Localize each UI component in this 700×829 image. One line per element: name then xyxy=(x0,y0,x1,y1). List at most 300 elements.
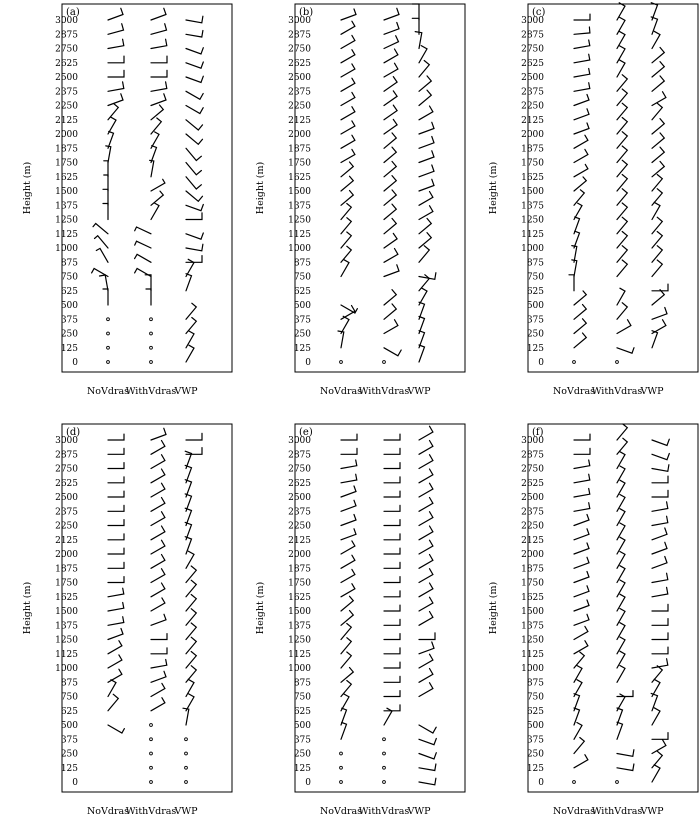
wind-barb xyxy=(341,624,351,640)
wind-barb xyxy=(574,489,590,498)
wind-barb xyxy=(341,448,357,454)
y-tick-label: 1375 xyxy=(55,201,78,212)
wind-barb xyxy=(652,740,666,754)
wind-barb xyxy=(617,260,627,277)
y-tick-label: 1875 xyxy=(55,564,78,575)
y-tick-label: 2625 xyxy=(55,478,78,489)
y-tick-label: 2625 xyxy=(288,478,311,489)
y-tick-label: 1250 xyxy=(521,635,544,646)
y-tick-label: 1125 xyxy=(288,649,311,660)
wind-barb xyxy=(419,725,436,733)
wind-barb xyxy=(341,50,355,63)
wind-barb xyxy=(652,119,664,134)
calm-marker xyxy=(150,752,153,755)
wind-barb xyxy=(341,460,357,469)
y-tick-label: 1750 xyxy=(55,578,78,589)
category-label: WithVdras xyxy=(591,806,643,817)
calm-marker xyxy=(107,318,110,321)
wind-barb xyxy=(652,733,668,740)
y-tick-label: 1875 xyxy=(288,564,311,575)
wind-barb xyxy=(341,204,351,220)
wind-barb xyxy=(652,528,667,540)
calm-marker xyxy=(616,361,619,364)
wind-barb xyxy=(419,122,434,134)
wind-barb xyxy=(151,648,167,654)
y-tick-label: 2875 xyxy=(521,30,544,41)
wind-barb xyxy=(341,515,356,526)
series-withvdras xyxy=(616,424,634,783)
wind-barb xyxy=(574,738,584,754)
wind-barb xyxy=(574,164,588,176)
y-tick-label: 2000 xyxy=(521,130,544,140)
wind-barb xyxy=(108,629,123,640)
y-tick-label: 0 xyxy=(305,778,311,788)
y-tick-label: 1500 xyxy=(521,607,544,617)
y-tick-label: 500 xyxy=(526,301,544,311)
y-tick-label: 1500 xyxy=(55,607,78,617)
panel-label: (a) xyxy=(66,7,80,18)
wind-barb xyxy=(617,666,625,683)
y-tick-label: 3000 xyxy=(55,436,78,446)
y-tick-label: 3000 xyxy=(521,436,544,446)
y-tick-label: 625 xyxy=(293,286,311,297)
y-tick-label: 2000 xyxy=(55,130,78,140)
y-axis-label: Height (m) xyxy=(255,161,266,215)
wind-barb xyxy=(652,476,668,483)
panel-frame xyxy=(295,424,465,792)
y-tick-label: 1250 xyxy=(55,215,78,226)
wind-barb xyxy=(574,95,589,106)
wind-barb xyxy=(151,483,165,497)
y-tick-label: 2750 xyxy=(521,44,544,55)
y-tick-label: 0 xyxy=(538,778,544,788)
wind-barb xyxy=(384,676,400,682)
y-tick-label: 1500 xyxy=(521,187,544,197)
wind-barb xyxy=(419,165,434,177)
wind-barb xyxy=(574,305,586,320)
wind-barb xyxy=(151,39,167,48)
wind-barb xyxy=(151,540,165,554)
series-withvdras xyxy=(135,8,167,363)
wind-barb xyxy=(108,603,124,612)
wind-barb xyxy=(186,666,196,683)
wind-barb xyxy=(419,739,436,745)
wind-barb xyxy=(574,109,589,120)
y-tick-label: 2875 xyxy=(55,450,78,461)
wind-barb xyxy=(186,76,203,82)
wind-barb xyxy=(151,146,157,163)
wind-barb xyxy=(574,149,588,162)
wind-barb xyxy=(341,541,355,554)
wind-barb xyxy=(384,133,396,148)
wind-barb xyxy=(186,205,203,211)
series-vwp xyxy=(412,4,436,362)
y-tick-label: 3000 xyxy=(55,16,78,26)
wind-barb xyxy=(574,460,590,469)
wind-barb xyxy=(419,233,431,248)
category-label: NoVdras xyxy=(86,386,130,397)
wind-barb xyxy=(652,573,668,582)
y-tick-label: 375 xyxy=(60,735,78,746)
wind-barb xyxy=(151,498,165,512)
wind-barb xyxy=(574,40,590,49)
y-tick-label: 750 xyxy=(293,272,311,283)
wind-barb xyxy=(617,424,627,440)
wind-barb xyxy=(108,104,118,120)
y-tick-label: 1000 xyxy=(55,244,78,254)
wind-barb xyxy=(341,121,355,134)
calm-marker xyxy=(185,781,188,784)
series-novdras xyxy=(92,8,124,363)
y-tick-label: 2250 xyxy=(521,101,544,112)
y-tick-label: 875 xyxy=(526,678,544,689)
wind-barb xyxy=(652,76,664,91)
y-tick-label: 125 xyxy=(60,763,78,774)
y-tick-label: 1000 xyxy=(521,244,544,254)
wind-barb xyxy=(384,548,400,554)
series-vwp xyxy=(651,439,669,782)
wind-barb xyxy=(151,8,166,20)
y-tick-label: 1625 xyxy=(288,592,311,603)
wind-barb xyxy=(652,308,667,320)
wind-barb xyxy=(652,92,666,106)
y-tick-label: 2625 xyxy=(288,58,311,69)
wind-barb xyxy=(186,16,203,23)
panel-label: (e) xyxy=(299,427,313,438)
series-vwp xyxy=(183,433,202,783)
y-tick-label: 500 xyxy=(60,301,78,311)
wind-barb xyxy=(151,660,167,669)
wind-barb xyxy=(341,708,347,725)
wind-barb xyxy=(93,224,108,234)
y-tick-label: 3000 xyxy=(288,436,311,446)
wind-barb xyxy=(384,648,400,654)
wind-barb xyxy=(96,248,108,262)
wind-barb xyxy=(151,56,167,63)
wind-barb xyxy=(652,557,667,569)
wind-barb xyxy=(341,9,356,20)
series-withvdras xyxy=(383,8,402,363)
y-tick-label: 2500 xyxy=(55,73,78,83)
y-tick-label: 1625 xyxy=(521,172,544,183)
wind-barb xyxy=(419,192,433,206)
wind-barb xyxy=(652,647,668,654)
y-tick-label: 2500 xyxy=(288,73,311,83)
wind-barb xyxy=(151,671,166,682)
y-tick-label: 250 xyxy=(293,749,311,760)
wind-barb xyxy=(135,254,151,262)
calm-marker xyxy=(150,766,153,769)
wind-barb xyxy=(384,23,399,35)
calm-marker xyxy=(185,766,188,769)
wind-barb xyxy=(419,455,433,469)
y-tick-label: 750 xyxy=(526,272,544,283)
y-tick-label: 2375 xyxy=(288,87,311,98)
category-label: VWP xyxy=(407,386,431,397)
wind-barb xyxy=(419,583,433,597)
wind-barb xyxy=(617,60,625,77)
y-tick-label: 750 xyxy=(60,692,78,703)
calm-marker xyxy=(340,781,343,784)
wind-barb xyxy=(150,160,154,177)
wind-barb xyxy=(341,107,355,120)
panel-c xyxy=(488,3,698,397)
y-tick-label: 1875 xyxy=(521,564,544,575)
wind-barb xyxy=(151,614,166,625)
wind-barb xyxy=(419,498,433,512)
wind-barb xyxy=(108,520,124,526)
wind-barb xyxy=(341,474,357,483)
wind-barb xyxy=(419,642,434,654)
y-tick-label: 375 xyxy=(526,735,544,746)
wind-barb xyxy=(419,683,433,697)
wind-barb xyxy=(574,614,589,625)
y-tick-label: 1625 xyxy=(521,592,544,603)
panel-frame xyxy=(295,4,465,372)
wind-barb xyxy=(341,162,353,177)
series-withvdras xyxy=(616,3,634,364)
y-tick-label: 750 xyxy=(293,692,311,703)
panel-label: (c) xyxy=(532,7,546,18)
y-tick-label: 2500 xyxy=(288,493,311,503)
wind-barb xyxy=(103,204,108,220)
wind-barb xyxy=(652,133,664,148)
wind-barb xyxy=(108,448,124,454)
y-tick-label: 2500 xyxy=(55,493,78,503)
wind-barb xyxy=(341,176,353,191)
wind-barb xyxy=(186,244,203,251)
y-tick-label: 125 xyxy=(526,343,544,354)
wind-barb xyxy=(151,526,165,540)
category-label: WithVdras xyxy=(125,806,177,817)
category-label: WithVdras xyxy=(591,386,643,397)
panel-label: (f) xyxy=(532,427,544,438)
y-tick-label: 2375 xyxy=(521,507,544,518)
wind-barb xyxy=(574,291,586,305)
wind-barb xyxy=(186,679,194,696)
y-tick-label: 125 xyxy=(293,763,311,774)
y-tick-label: 2125 xyxy=(521,535,544,546)
wind-barb xyxy=(384,49,398,63)
wind-barb xyxy=(186,213,202,220)
wind-barb xyxy=(384,105,397,120)
y-tick-label: 2750 xyxy=(288,464,311,475)
y-tick-label: 500 xyxy=(293,301,311,311)
wind-barb xyxy=(574,515,589,526)
y-tick-label: 1250 xyxy=(55,635,78,646)
wind-barb xyxy=(186,233,203,239)
wind-barb xyxy=(108,505,124,511)
wind-barb xyxy=(186,31,203,38)
y-tick-label: 2000 xyxy=(55,550,78,560)
wind-barb xyxy=(617,750,634,757)
wind-barb xyxy=(186,120,203,130)
calm-marker xyxy=(383,781,386,784)
wind-barb xyxy=(384,91,397,106)
wind-barb xyxy=(186,433,202,440)
wind-barb xyxy=(419,612,433,626)
wind-barb xyxy=(617,320,631,334)
y-tick-label: 1250 xyxy=(288,635,311,646)
calm-marker xyxy=(150,724,153,727)
panel-frame xyxy=(528,4,698,372)
wind-barb xyxy=(384,63,398,77)
wind-barb xyxy=(151,455,165,469)
wind-barb xyxy=(384,290,396,305)
calm-marker xyxy=(150,318,153,321)
wind-barb xyxy=(384,477,400,483)
wind-barb xyxy=(186,163,201,175)
wind-barb xyxy=(419,331,425,348)
wind-barb xyxy=(108,24,124,35)
wind-barb xyxy=(341,529,356,540)
wind-barb xyxy=(419,106,433,120)
calm-marker xyxy=(185,738,188,741)
wind-barb xyxy=(419,764,436,771)
y-tick-label: 2000 xyxy=(521,550,544,560)
wind-barb xyxy=(151,555,165,569)
wind-barb xyxy=(151,132,159,148)
calm-marker xyxy=(340,766,343,769)
y-tick-label: 125 xyxy=(60,343,78,354)
wind-barb xyxy=(652,103,662,120)
wind-barb xyxy=(574,557,589,568)
wind-barb xyxy=(384,562,400,568)
calm-marker xyxy=(383,766,386,769)
wind-barb xyxy=(186,318,196,334)
wind-barb xyxy=(151,512,165,526)
y-tick-label: 750 xyxy=(526,692,544,703)
wind-barb xyxy=(419,597,433,611)
y-tick-label: 1250 xyxy=(521,215,544,226)
wind-barb xyxy=(419,246,429,263)
wind-barb xyxy=(108,725,124,733)
wind-barb xyxy=(186,694,194,711)
wind-barb xyxy=(151,441,165,455)
panel-frame xyxy=(528,424,698,792)
y-tick-label: 2125 xyxy=(288,535,311,546)
wind-barb xyxy=(384,249,398,263)
wind-barb xyxy=(384,520,400,526)
wind-barb xyxy=(108,94,123,106)
y-tick-label: 2375 xyxy=(521,87,544,98)
wind-barb xyxy=(574,641,588,654)
y-tick-label: 2750 xyxy=(55,44,78,55)
wind-barb xyxy=(108,39,124,48)
wind-barb xyxy=(186,91,203,99)
wind-barb xyxy=(341,64,355,77)
category-label: NoVdras xyxy=(86,806,130,817)
y-tick-label: 2250 xyxy=(288,521,311,532)
wind-barb xyxy=(384,77,397,92)
category-label: VWP xyxy=(407,806,431,817)
wind-barb xyxy=(652,659,668,668)
category-label: VWP xyxy=(174,806,198,817)
y-tick-label: 2875 xyxy=(55,30,78,41)
y-axis-label: Height (m) xyxy=(255,581,266,635)
series-withvdras xyxy=(150,428,167,783)
wind-barb xyxy=(574,319,586,334)
y-tick-label: 250 xyxy=(60,329,78,340)
wind-barb xyxy=(617,31,625,48)
wind-barb xyxy=(652,189,662,206)
wind-barb xyxy=(419,469,433,483)
y-tick-label: 2500 xyxy=(521,493,544,503)
wind-barb xyxy=(341,681,351,697)
wind-barb xyxy=(108,8,123,20)
y-tick-label: 375 xyxy=(293,735,311,746)
wind-barb xyxy=(151,203,159,219)
wind-barb xyxy=(103,289,108,305)
wind-barb xyxy=(186,551,194,568)
wind-barb xyxy=(617,722,623,739)
category-label: NoVdras xyxy=(552,806,596,817)
series-novdras xyxy=(569,14,590,363)
wind-barb xyxy=(151,82,167,91)
wind-barb xyxy=(652,633,668,640)
category-label: NoVdras xyxy=(319,386,363,397)
y-tick-label: 500 xyxy=(293,721,311,731)
wind-barb xyxy=(108,534,124,540)
wind-barb xyxy=(419,526,433,540)
y-tick-label: 1500 xyxy=(288,607,311,617)
wind-barb xyxy=(151,583,165,597)
wind-barb xyxy=(384,190,396,205)
y-tick-label: 875 xyxy=(293,258,311,269)
wind-barb xyxy=(151,179,165,191)
calm-marker xyxy=(383,752,386,755)
wind-barb xyxy=(186,48,203,54)
wind-barb xyxy=(151,94,166,106)
y-tick-label: 1000 xyxy=(288,664,311,674)
panel-frame xyxy=(62,4,232,372)
wind-barb xyxy=(574,190,584,206)
wind-barb xyxy=(652,679,660,696)
wind-barb xyxy=(419,46,427,63)
wind-barb xyxy=(652,490,668,497)
category-label: WithVdras xyxy=(125,386,177,397)
y-tick-label: 875 xyxy=(293,678,311,689)
wind-barb xyxy=(652,290,664,305)
wind-barb xyxy=(151,698,165,711)
y-tick-label: 1125 xyxy=(521,229,544,240)
wind-barb xyxy=(108,562,124,568)
wind-barb xyxy=(419,288,427,305)
y-tick-label: 1875 xyxy=(55,144,78,155)
calm-marker xyxy=(150,738,153,741)
y-tick-label: 2875 xyxy=(521,450,544,461)
wind-barb xyxy=(574,177,586,191)
y-tick-label: 0 xyxy=(72,778,78,788)
wind-barb xyxy=(341,218,351,234)
y-tick-label: 1750 xyxy=(288,158,311,169)
wind-barb xyxy=(151,569,165,583)
wind-barb xyxy=(186,448,202,455)
wind-barb xyxy=(384,634,400,640)
category-label: WithVdras xyxy=(358,386,410,397)
wind-barb xyxy=(652,161,664,176)
calm-marker xyxy=(150,781,153,784)
y-axis-label: Height (m) xyxy=(22,161,33,215)
calm-marker xyxy=(383,738,386,741)
wind-barb xyxy=(412,4,419,20)
wind-barb xyxy=(384,534,400,540)
series-vwp xyxy=(186,16,203,362)
wind-barb xyxy=(341,35,355,48)
wind-barb xyxy=(384,448,400,454)
wind-barb xyxy=(384,434,400,440)
wind-barb xyxy=(419,633,435,640)
